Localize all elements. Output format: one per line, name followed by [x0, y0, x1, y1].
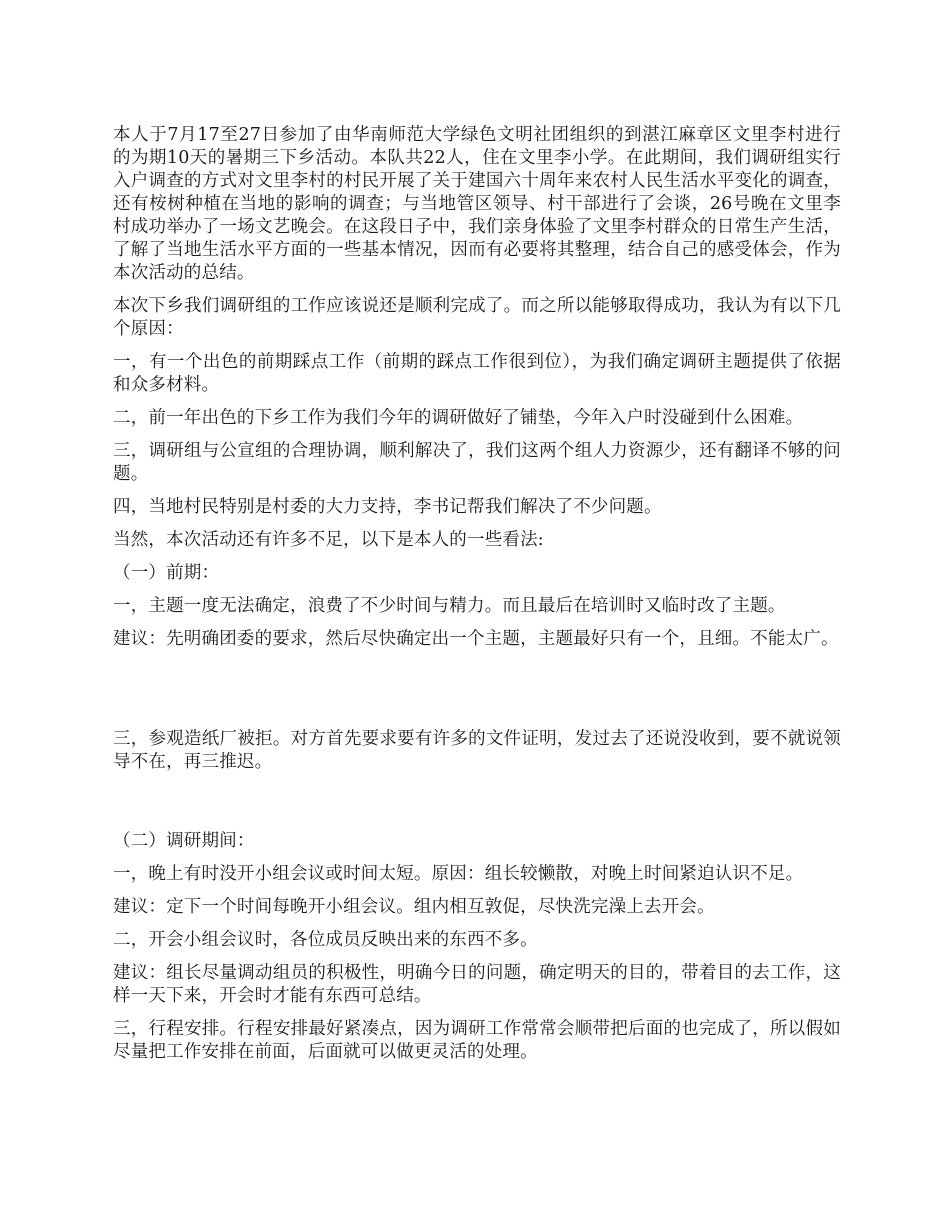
research-suggestion-1-paragraph: 建议：定下一个时间每晚开小组会议。组内相互敦促，尽快洗完澡上去开会。 [113, 897, 715, 917]
shortcomings-intro-paragraph: 当然，本次活动还有许多不足，以下是本人的一些看法: [113, 530, 544, 550]
prep-issue-1-paragraph: 一，主题一度无法确定，浪费了不少时间与精力。而且最后在培训时又临时改了主题。 [113, 596, 786, 616]
success-summary-paragraph: 本次下乡我们调研组的工作应该说还是顺利完成了。而之所以能够取得成功，我认为有以下几个原因： [113, 296, 841, 339]
prep-suggestion-1-paragraph: 建议：先明确团委的要求，然后尽快确定出一个主题，主题最好只有一个，且细。不能太广。 [113, 629, 839, 649]
reason-3-paragraph: 三，调研组与公宣组的合理协调，顺利解决了，我们这两个组人力资源少，还有翻译不够的问题。 [113, 441, 841, 484]
intro-paragraph: 本人于7月17至27日参加了由华南师范大学绿色文明社团组织的到湛江麻章区文里李村进行的为期10天的暑期三下乡活动。本队共22人，住在文里李小学。在此期间，我们调研组实行入户调查的方式对文里李村的村民开展了关于建国六十周年来农村人民生活水平变化的调查，还有桉树种植在当地的影响的调查；与当地管区领导、村干部进行了会谈，26号晚在文里李村成功举办了一场文艺晚会。在这段日子中，我们亲身体验了文里李村群众的日常生产生活，了解了当地生活水平方面的一些基本情况，因而有必要将其整理，结合自己的感受体会，作为本次活动的总结。 [113, 125, 841, 283]
research-issue-2-paragraph: 二，开会小组会议时，各位成员反映出来的东西不多。 [113, 930, 538, 950]
research-issue-3-paragraph: 三，行程安排。行程安排最好紧凑点，因为调研工作常常会顺带把后面的也完成了，所以假如尽量把工作安排在前面，后面就可以做更灵活的处理。 [113, 1019, 841, 1062]
research-issue-1-paragraph: 一，晚上有时没开小组会议或时间太短。原因：组长较懒散，对晚上时间紧迫认识不足。 [113, 864, 804, 884]
prep-issue-3-paragraph: 三，参观造纸厂被拒。对方首先要求要有许多的文件证明，发过去了还说没收到，要不就说领导不在，再三推迟。 [113, 729, 841, 772]
reason-1-paragraph: 一，有一个出色的前期踩点工作（前期的踩点工作很到位），为我们确定调研主题提供了依据和众多材料。 [113, 352, 841, 395]
section-heading-preparation: （一）前期： [113, 563, 220, 583]
research-suggestion-2-paragraph: 建议：组长尽量调动组员的积极性，明确今日的问题，确定明天的目的，带着目的去工作，这样一天下来，开会时才能有东西可总结。 [113, 963, 841, 1006]
document-body [113, 124, 841, 1064]
reason-2-paragraph: 二，前一年出色的下乡工作为我们今年的调研做好了铺垫，今年入户时没碰到什么困难。 [113, 408, 804, 428]
reason-4-paragraph: 四，当地村民特别是村委的大力支持，李书记帮我们解决了不少问题。 [113, 497, 662, 517]
section-heading-research-period: （二）调研期间： [113, 831, 255, 851]
